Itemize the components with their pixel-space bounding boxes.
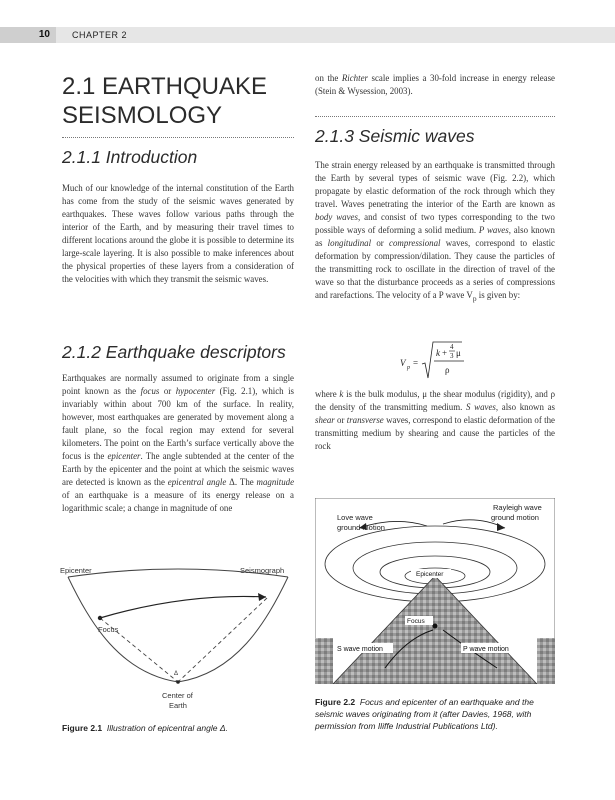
text-run: , also known as <box>315 225 555 248</box>
term-p-waves: P waves <box>478 225 509 235</box>
text-run: or <box>334 415 347 425</box>
eq-equals: = <box>413 358 419 368</box>
text-run: or <box>371 238 390 248</box>
text-run: is the bulk modulus, μ the shear modulus (rigidity), and ρ the density of the transmitting medium. <box>315 389 555 412</box>
after-equation-paragraph <box>315 388 555 453</box>
intro-heading: 2.1.1 Introduction <box>62 147 198 167</box>
rayleigh-wave-label-line1: Rayleigh wave <box>493 503 542 512</box>
crust-left-block <box>315 638 333 684</box>
focus-point <box>98 616 102 620</box>
p-wave-velocity-equation <box>400 340 480 382</box>
epicenter-label: Epicenter <box>60 566 92 575</box>
focus-label: Focus <box>98 625 119 634</box>
term-focus: focus <box>140 386 160 396</box>
intro-paragraph: Much of our knowledge of the internal constitution of the Earth has come from the study of the seismic waves generated by earthquakes. These waves follow various paths through the interior of the Earth, and by measuring their travel times to different locations around the globe it is possible to determine its large-scale layering. It is also possible to make inferences about the physical properties of these layers from a consideration of the velocities with which they transmit the seismic waves. <box>62 183 294 284</box>
text-run: Earthquakes are normally assumed to originate from a single point known as the <box>62 373 294 396</box>
love-wave-label-line2: ground motion <box>337 523 385 532</box>
text-run: on the <box>315 73 342 83</box>
term-body-waves: body waves <box>315 212 358 222</box>
caption-label: Figure 2.2 <box>315 697 356 707</box>
s-wave-label: S wave motion <box>337 646 383 653</box>
delta-label: Δ <box>174 671 179 677</box>
ray-path <box>100 596 266 618</box>
term-shear: shear <box>315 415 335 425</box>
page-number: 10 <box>0 27 56 43</box>
love-wave-label-line1: Love wave <box>337 513 373 522</box>
caption-label: Figure 2.1 <box>62 723 103 733</box>
term-compressional: compressional <box>389 238 441 248</box>
descriptors-heading: 2.1.2 Earthquake descriptors <box>62 342 286 362</box>
continued-paragraph <box>315 72 555 98</box>
section-title-line1: 2.1 EARTHQUAKE <box>62 73 267 100</box>
text-run: where <box>315 389 340 399</box>
eq-rho: ρ <box>445 365 450 375</box>
focus-label: Focus <box>407 618 425 625</box>
text-run: (Fig. 2.1), which is invariably within about 700 km of the surface. In reality, however, most earthquakes are generated by movement along a fault plane, so the focal region may extend for several kilometers. The point on the Earth’s surface vertically above the focus is the <box>62 386 295 461</box>
caption-text: Illustration of epicentral angle Δ. <box>106 723 228 733</box>
center-point <box>176 680 180 684</box>
radius-line-seismograph <box>178 598 267 682</box>
term-longitudinal: longitudinal <box>327 238 372 248</box>
section-title <box>62 72 294 130</box>
text-run: or <box>159 386 176 396</box>
text-run: waves, correspond to elastic deformation of the transmitting medium by shearing and cause the particles of the rock <box>315 415 555 451</box>
section-divider <box>62 137 294 138</box>
intro-section <box>62 146 294 286</box>
eq-plus: + <box>442 348 448 358</box>
focus-point <box>433 624 438 629</box>
term-epicenter: epicenter <box>107 451 141 461</box>
figure-2-1-caption <box>62 722 294 734</box>
eq-three: 3 <box>450 352 454 360</box>
figure-2-1-diagram <box>60 563 296 715</box>
eq-four: 4 <box>450 343 454 351</box>
text-run: Δ. The <box>226 477 257 487</box>
center-label-line2: Earth <box>169 701 187 710</box>
subscript-p: p <box>472 293 477 303</box>
term-epicentral-angle: epicentral angle <box>167 477 227 487</box>
p-wave-label: P wave motion <box>463 646 509 653</box>
chapter-label: CHAPTER 2 <box>72 30 128 40</box>
caption-text: Focus and epicenter of an earthquake and the seismic waves originating from it (after Davies, 1968, with permission from Iliffe Industrial Publications Ltd). <box>315 697 534 731</box>
text-run: , and consist of two types corresponding to the two possible ways of deforming a solid medium. <box>315 212 555 235</box>
term-k: k <box>339 389 344 399</box>
seismograph-label: Seismograph <box>240 566 285 575</box>
rayleigh-wave-label-line2: ground motion <box>491 513 539 522</box>
section-title-line2: SEISMOLOGY <box>62 102 223 129</box>
after-equation-block <box>315 388 555 453</box>
text-run: is given by: <box>476 290 521 300</box>
seismic-heading: 2.1.3 Seismic waves <box>315 126 475 146</box>
figure-2-2-caption <box>315 696 555 732</box>
text-run: waves, correspond to elastic deformation by compression/dilation. They cause the particles of the transmitting rock to oscillate in the direction of travel of the wave so that the disturbance proceeds as a series of compressions and rarefactions. The velocity of a P wave V <box>315 238 555 300</box>
term-transverse: transverse <box>346 415 384 425</box>
eq-vp: V <box>400 358 406 368</box>
continued-paragraph-block <box>315 72 555 98</box>
descriptors-paragraph <box>62 372 294 515</box>
text-run: The strain energy released by an earthquake is transmitted through the Earth by several types of seismic wave (Fig. 2.2), which propagate by elastic deformation of the rock through which they travel. Waves penetrating the interior of the Earth are known as <box>315 160 555 209</box>
crust-right-block <box>537 638 555 684</box>
figure-2-2-diagram <box>315 498 555 684</box>
seismic-paragraph <box>315 159 555 305</box>
epicenter-label: Epicenter <box>416 571 444 578</box>
term-richter: Richter <box>341 73 368 83</box>
text-run: , also known as <box>495 402 555 412</box>
eq-sub: p <box>407 365 410 371</box>
text-run: of an earthquake is a measure of its energy release on a logarithmic scale; a change in magnitude of one <box>62 490 294 513</box>
eq-mu: μ <box>456 348 461 358</box>
seismic-section <box>315 125 555 305</box>
eq-k: k <box>436 348 440 358</box>
term-s-waves: S waves <box>466 402 496 412</box>
term-magnitude: magnitude <box>256 477 295 487</box>
center-label-line1: Center of <box>162 691 193 700</box>
descriptors-section <box>62 341 294 515</box>
text-run: scale implies a 30-fold increase in energy release (Stein & Wysession, 2003). <box>315 73 555 96</box>
term-hypocenter: hypocenter <box>175 386 216 396</box>
column-divider <box>315 116 555 117</box>
text-run: . The angle subtended at the center of the Earth by the epicenter and the point at which the seismic waves are detected is known as the <box>62 451 294 487</box>
